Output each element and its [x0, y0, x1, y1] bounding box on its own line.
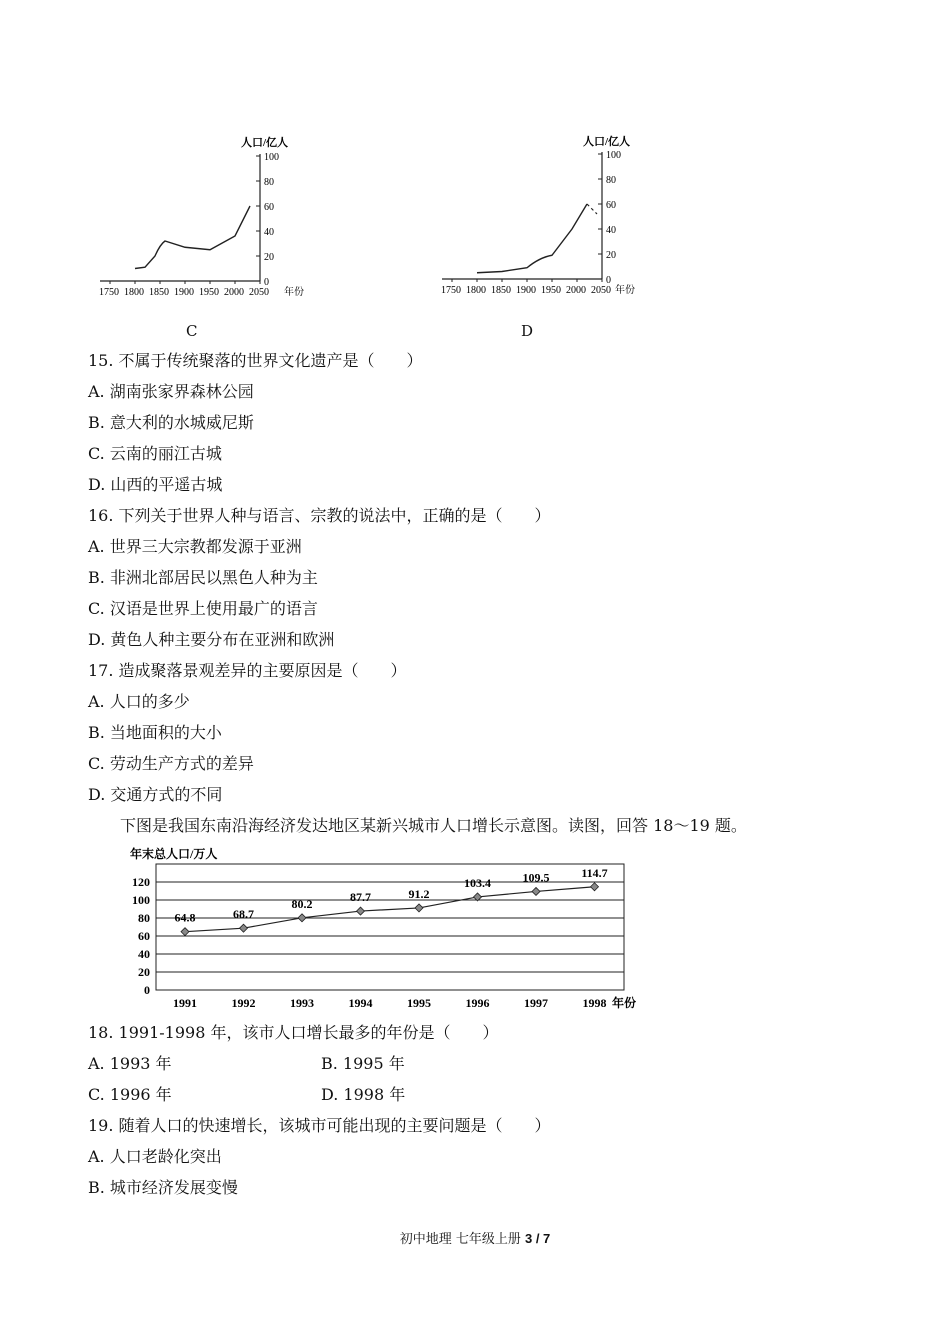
c-xtick-label: 1900	[174, 287, 194, 298]
x-tick-label: 1991	[173, 996, 197, 1010]
d-xtick-label: 2050	[591, 285, 611, 296]
q17-option-d: D. 交通方式的不同	[88, 785, 223, 804]
q17-option-c: C. 劳动生产方式的差异	[88, 754, 254, 773]
c-xtick-label: 1950	[199, 287, 219, 298]
q16-stem: 16. 下列关于世界人种与语言、宗教的说法中，正确的是（ ）	[88, 506, 551, 525]
y-tick-label: 40	[138, 947, 150, 961]
c-ytick-label: 100	[264, 152, 279, 163]
chart-d	[425, 118, 665, 306]
population-chart	[118, 846, 658, 1016]
data-point	[181, 928, 189, 936]
d-xtick-label: 1750	[441, 285, 461, 296]
data-label: 87.7	[350, 890, 371, 905]
d-xtick-label: 1850	[491, 285, 511, 296]
c-xtick-label: 2050	[249, 287, 269, 298]
data-point	[415, 904, 423, 912]
q16-option-d: D. 黄色人种主要分布在亚洲和欧洲	[88, 630, 335, 649]
q18-option-c: C. 1996 年	[88, 1085, 172, 1104]
data-label: 103.4	[464, 875, 491, 890]
d-ytick-label: 100	[606, 150, 621, 161]
x-tick-label: 1992	[231, 996, 256, 1010]
data-label: 114.7	[581, 865, 608, 880]
y-tick-label: 0	[144, 983, 150, 997]
chart-c-ylabel: 人口/亿人	[241, 137, 289, 149]
c-xtick-label: 1750	[99, 287, 119, 298]
page-footer	[0, 1228, 950, 1247]
footer-text: 初中地理 七年级上册	[399, 1232, 525, 1247]
c-ytick-label: 80	[264, 177, 274, 188]
c-xtick-label: 1800	[124, 287, 144, 298]
q16-option-c: C. 汉语是世界上使用最广的语言	[88, 599, 318, 618]
chart-c	[88, 118, 328, 306]
c-ytick-label: 20	[264, 252, 274, 263]
chart-d-dashed	[587, 204, 597, 214]
population-chart-ylabel: 年末总人口/万人	[130, 847, 218, 861]
c-ytick-label: 40	[264, 227, 274, 238]
d-ytick-label: 60	[606, 200, 616, 211]
intro-text: 下图是我国东南沿海经济发达地区某新兴城市人口增长示意图。读图，回答 18～19 题。	[120, 816, 747, 835]
data-label: 91.2	[408, 886, 430, 901]
data-label: 109.5	[522, 870, 550, 885]
y-tick-label: 60	[138, 929, 150, 943]
q19-option-a: A. 人口老龄化突出	[88, 1147, 222, 1166]
chart-c-curve	[135, 206, 250, 269]
page-number: 3 / 7	[524, 1231, 551, 1246]
y-tick-label: 100	[132, 893, 150, 907]
y-tick-label: 20	[138, 965, 150, 979]
chart-d-ylabel: 人口/亿人	[583, 136, 631, 148]
q18-option-b: B. 1995 年	[321, 1054, 405, 1073]
chart-c-caption: C	[186, 322, 198, 340]
x-tick-label: 1994	[348, 996, 373, 1010]
x-tick-label: 1996	[465, 996, 490, 1010]
c-xtick-label: 1850	[149, 287, 169, 298]
d-xtick-label: 1950	[541, 285, 561, 296]
q15-option-b: B. 意大利的水城威尼斯	[88, 413, 254, 432]
chart-d-xlabel: 年份	[615, 285, 635, 296]
d-ytick-label: 0	[606, 275, 611, 286]
q17-stem: 17. 造成聚落景观差异的主要原因是（ ）	[88, 661, 407, 680]
q16-option-b: B. 非洲北部居民以黑色人种为主	[88, 568, 318, 587]
q15-option-a: A. 湖南张家界森林公园	[88, 382, 254, 401]
q18-stem: 18. 1991-1998 年，该市人口增长最多的年份是（ ）	[88, 1023, 499, 1042]
d-ytick-label: 20	[606, 250, 616, 261]
q19-option-b: B. 城市经济发展变慢	[88, 1178, 238, 1197]
chart-d-caption: D	[521, 322, 534, 340]
x-tick-label: 1995	[407, 996, 431, 1010]
q15-stem: 15. 不属于传统聚落的世界文化遗产是（ ）	[88, 351, 423, 370]
data-point	[357, 907, 365, 915]
data-point	[298, 914, 306, 922]
q16-option-a: A. 世界三大宗教都发源于亚洲	[88, 537, 302, 556]
q18-option-a: A. 1993 年	[88, 1054, 172, 1073]
q15-option-d: D. 山西的平遥古城	[88, 475, 223, 494]
population-chart-xlabel: 年份	[612, 996, 637, 1010]
data-point	[532, 887, 540, 895]
q18-option-d: D. 1998 年	[321, 1085, 406, 1104]
data-label: 64.8	[174, 910, 196, 925]
q15-option-c: C. 云南的丽江古城	[88, 444, 222, 463]
d-ytick-label: 80	[606, 175, 616, 186]
c-ytick-label: 0	[264, 277, 269, 288]
x-tick-label: 1998	[582, 996, 607, 1010]
d-xtick-label: 1800	[466, 285, 486, 296]
data-label: 68.7	[233, 907, 254, 922]
data-point	[240, 924, 248, 932]
q19-stem: 19. 随着人口的快速增长，该城市可能出现的主要问题是（ ）	[88, 1116, 551, 1135]
q17-option-b: B. 当地面积的大小	[88, 723, 222, 742]
x-tick-label: 1997	[524, 996, 548, 1010]
q17-option-a: A. 人口的多少	[88, 692, 190, 711]
d-xtick-label: 2000	[566, 285, 586, 296]
x-tick-label: 1993	[290, 996, 314, 1010]
chart-c-xlabel: 年份	[284, 287, 304, 298]
data-label: 80.2	[291, 896, 313, 911]
chart-d-curve	[477, 204, 587, 273]
d-ytick-label: 40	[606, 225, 616, 236]
c-xtick-label: 2000	[224, 287, 244, 298]
d-xtick-label: 1900	[516, 285, 536, 296]
data-point	[591, 883, 599, 891]
y-tick-label: 120	[132, 875, 150, 889]
y-tick-label: 80	[138, 911, 150, 925]
c-ytick-label: 60	[264, 202, 274, 213]
